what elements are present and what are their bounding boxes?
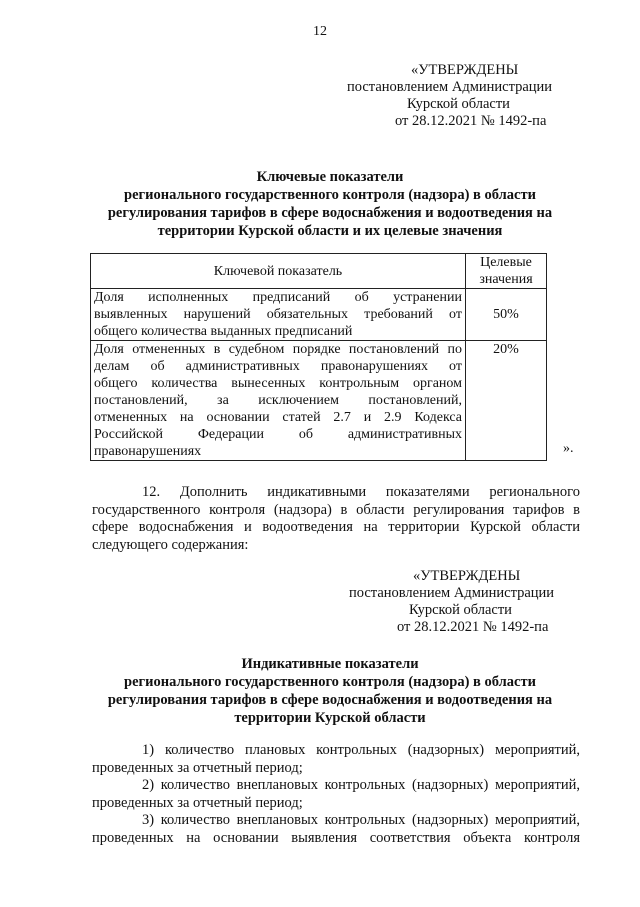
title-line: Ключевые показатели bbox=[256, 169, 404, 185]
cell-line: Российской Федерации об административных bbox=[94, 427, 462, 442]
header-indicator: Ключевой показатель bbox=[91, 254, 466, 289]
list-item-line: 1) количество плановых контрольных (надзорных) мероприятий, bbox=[142, 742, 580, 758]
header-target-line: Целевые bbox=[480, 255, 532, 270]
header-target bbox=[466, 254, 547, 289]
list-item-line: проведенных на основании выявления соответствия объекта контроля bbox=[92, 829, 580, 846]
indicator-cell bbox=[91, 289, 466, 341]
cell-line: отмененных на основании статей 2.7 и 2.9 Кодекса bbox=[94, 410, 462, 425]
approval-block-1 bbox=[347, 62, 552, 130]
paragraph-12 bbox=[92, 484, 580, 554]
approval-heading: «УТВЕРЖДЕНЫ bbox=[413, 568, 521, 584]
paragraph-line: 12. Дополнить индикативными показателями регионального bbox=[142, 484, 580, 500]
approval-line: постановлением Администрации bbox=[347, 79, 553, 95]
cell-line: правонарушениях bbox=[94, 444, 202, 459]
approval-heading: «УТВЕРЖДЕНЫ bbox=[411, 62, 519, 78]
page-number: 12 bbox=[313, 24, 327, 39]
table-row bbox=[91, 289, 547, 341]
closing-quote: ». bbox=[563, 441, 574, 456]
approval-date: от 28.12.2021 № 1492-па bbox=[397, 619, 549, 635]
cell-line: общего количества вынесенных контрольным органом bbox=[94, 376, 462, 391]
approval-line: Курской области bbox=[409, 602, 512, 618]
title-line: Индикативные показатели bbox=[241, 656, 419, 672]
key-indicators-table bbox=[90, 253, 547, 461]
title-line: регулирования тарифов в сфере водоснабжения и водоотведения на bbox=[107, 205, 553, 221]
cell-line: выявленных нарушений обязательных требований от bbox=[94, 307, 462, 322]
title-line: территории Курской области и их целевые значения bbox=[157, 223, 503, 239]
header-target-line: значения bbox=[479, 272, 533, 287]
cell-line: постановлений, за исключением постановлений, bbox=[94, 393, 462, 408]
approval-line: Курской области bbox=[407, 96, 510, 112]
title-line: регионального государственного контроля (надзора) в области bbox=[124, 187, 536, 203]
table-header-row bbox=[91, 254, 547, 289]
indicative-list bbox=[92, 742, 580, 847]
approval-block-2 bbox=[349, 568, 554, 636]
indicator-cell bbox=[91, 341, 466, 461]
target-value-cell: 20% bbox=[466, 341, 547, 461]
title-line: регионального государственного контроля (надзора) в области bbox=[124, 674, 536, 690]
list-item-line: 3) количество внеплановых контрольных (надзорных) мероприятий, bbox=[142, 812, 580, 828]
title-line: территории Курской области bbox=[234, 710, 426, 726]
approval-line: постановлением Администрации bbox=[349, 585, 555, 601]
cell-line: Доля исполненных предписаний об устранении bbox=[94, 290, 462, 305]
list-item-line: 2) количество внеплановых контрольных (надзорных) мероприятий, bbox=[142, 777, 580, 793]
table-row bbox=[91, 341, 547, 461]
list-item-line: проведенных за отчетный период; bbox=[92, 794, 303, 811]
target-value-cell: 50% bbox=[466, 289, 547, 341]
title-line: регулирования тарифов в сфере водоснабжения и водоотведения на bbox=[107, 692, 553, 708]
cell-line: делам об административных правонарушениях от bbox=[94, 359, 462, 374]
paragraph-line: сфере водоснабжения и водоотведения на территории Курской области bbox=[92, 519, 580, 535]
cell-line: Доля отмененных в судебном порядке постановлений по bbox=[94, 342, 462, 357]
title-key-indicators bbox=[80, 168, 580, 240]
paragraph-line: государственного контроля (надзора) в области регулирования тарифов в bbox=[92, 501, 580, 518]
list-item-line: проведенных за отчетный период; bbox=[92, 759, 303, 776]
cell-line: общего количества выданных предписаний bbox=[94, 324, 353, 339]
approval-date: от 28.12.2021 № 1492-па bbox=[395, 113, 547, 129]
title-indicative-indicators bbox=[80, 655, 580, 727]
paragraph-line: следующего содержания: bbox=[92, 536, 249, 553]
